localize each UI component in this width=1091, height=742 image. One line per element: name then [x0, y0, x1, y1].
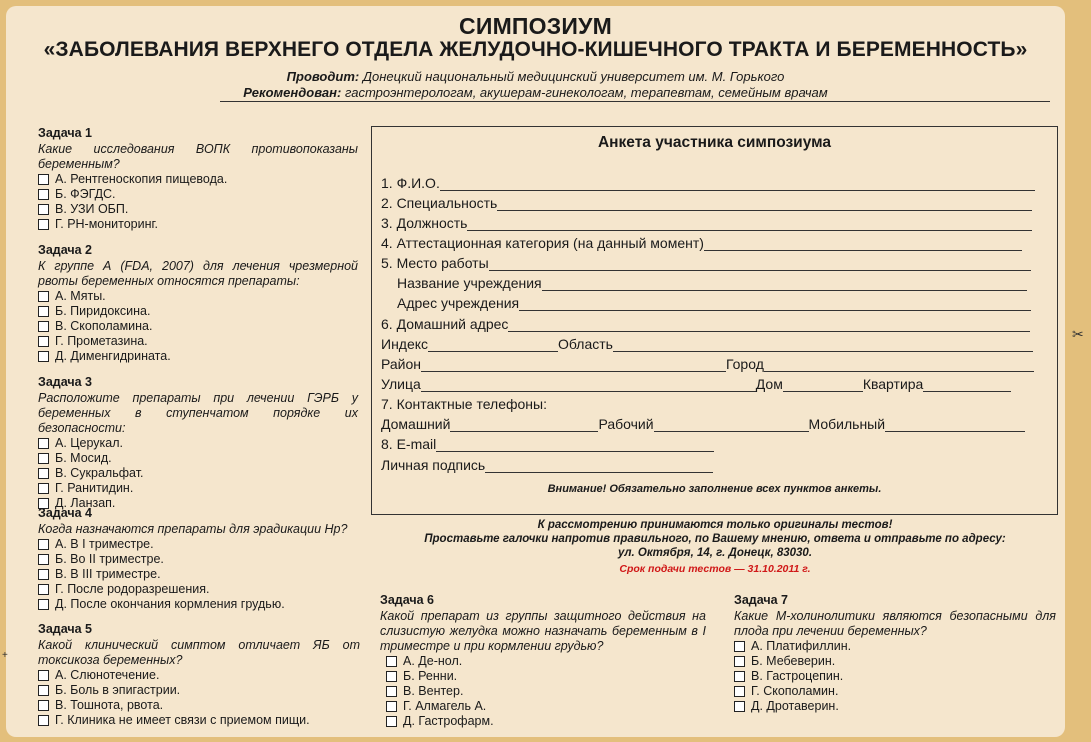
- field-name[interactable]: [381, 173, 1035, 191]
- option-label: А. Де-нол.: [403, 654, 463, 668]
- answer-option[interactable]: [38, 552, 358, 567]
- field-label: Личная подпись: [381, 457, 486, 473]
- notice-line-1: К рассмотрению принимаются только оригиналы тестов!: [537, 519, 893, 531]
- header-divider: [220, 101, 1050, 102]
- checkbox[interactable]: [38, 351, 49, 362]
- answer-option[interactable]: [38, 537, 358, 552]
- task-question: Какие исследования ВОПК противопоказаны беременным?: [38, 142, 358, 171]
- answer-option[interactable]: [38, 202, 358, 217]
- field-label: Индекс: [381, 336, 429, 352]
- option-label: Б. Ренни.: [403, 669, 458, 683]
- answer-option[interactable]: [386, 669, 706, 684]
- answer-option[interactable]: [38, 319, 358, 334]
- checkbox[interactable]: [38, 306, 49, 317]
- fill-line[interactable]: [436, 437, 714, 452]
- option-label: Б. Мосид.: [55, 451, 112, 465]
- field-label: 1. Ф.И.О.: [381, 175, 440, 191]
- fill-line[interactable]: [654, 417, 809, 432]
- checkbox[interactable]: [386, 671, 397, 682]
- checkbox[interactable]: [38, 468, 49, 479]
- checkbox[interactable]: [38, 291, 49, 302]
- field-position[interactable]: [381, 213, 1032, 231]
- field-label: Район: [381, 356, 421, 372]
- answer-option[interactable]: [38, 289, 358, 304]
- option-label: Д. Гастрофарм.: [403, 714, 494, 728]
- field-index-oblast[interactable]: [381, 334, 1033, 352]
- task-question: К группе А (FDA, 2007) для лечения чрезмерной рвоты беременных относятся препараты:: [38, 259, 358, 288]
- checkbox[interactable]: [38, 189, 49, 200]
- field-label: 6. Домашний адрес: [381, 316, 509, 332]
- task-5: [38, 622, 360, 728]
- field-label: 3. Должность: [381, 215, 468, 231]
- field-label: Название учреждения: [397, 275, 542, 291]
- fill-line[interactable]: [450, 417, 598, 432]
- field-institution-address[interactable]: [397, 293, 1031, 311]
- answer-option[interactable]: [386, 714, 706, 729]
- checkbox[interactable]: [38, 539, 49, 550]
- option-label: А. Платифиллин.: [751, 639, 852, 653]
- organizer-line: [0, 69, 1071, 84]
- answer-option[interactable]: [38, 582, 358, 597]
- option-label: Г. После родоразрешения.: [55, 582, 210, 596]
- fill-line[interactable]: [485, 458, 713, 473]
- checkbox[interactable]: [38, 321, 49, 332]
- answer-option[interactable]: [38, 187, 358, 202]
- checkbox[interactable]: [386, 701, 397, 712]
- answer-option[interactable]: [38, 172, 358, 187]
- answer-option[interactable]: [38, 466, 358, 481]
- option-label: Б. ФЭГДС.: [55, 187, 116, 201]
- field-street-house-apt[interactable]: [381, 374, 1011, 392]
- recommended-value: гастроэнтерологам, акушерам-гинекологам, терапевтам, семейным врачам: [344, 85, 828, 100]
- notice-address: ул. Октября, 14, г. Донецк, 83030.: [617, 547, 813, 559]
- participant-survey: [371, 126, 1058, 515]
- field-label: Рабочий: [598, 416, 654, 432]
- checkbox[interactable]: [38, 174, 49, 185]
- answer-option[interactable]: [38, 436, 358, 451]
- fill-line[interactable]: [613, 337, 1033, 352]
- field-email[interactable]: [381, 434, 714, 452]
- option-label: В. Гастроцепин.: [751, 669, 844, 683]
- field-label: 2. Специальность: [381, 195, 498, 211]
- answer-option[interactable]: [38, 217, 358, 232]
- deadline-text: Срок подачи тестов — 31.10.2011 г.: [619, 563, 811, 575]
- option-label: А. Слюнотечение.: [55, 668, 160, 682]
- fill-line[interactable]: [489, 256, 1031, 271]
- survey-note: Внимание! Обязательно заполнение всех пунктов анкеты.: [547, 483, 882, 495]
- option-label: Г. Прометазина.: [55, 334, 148, 348]
- option-label: Г. Скополамин.: [751, 684, 839, 698]
- fill-line[interactable]: [764, 357, 1034, 372]
- checkbox[interactable]: [38, 483, 49, 494]
- checkbox[interactable]: [38, 219, 49, 230]
- answer-option[interactable]: [38, 683, 360, 698]
- cut-mark-icon: +: [2, 650, 8, 661]
- fill-line[interactable]: [467, 216, 1032, 231]
- field-label: Город: [726, 356, 764, 372]
- task-7: [734, 593, 1056, 714]
- symposium-title: СИМПОЗИУМ: [459, 13, 612, 39]
- task-6: [380, 593, 706, 729]
- task-question: Расположите препараты при лечении ГЭРБ у беременных в ступенчатом порядке их безопасности:: [38, 391, 358, 435]
- answer-option[interactable]: [734, 669, 1056, 684]
- answer-option[interactable]: [734, 654, 1056, 669]
- checkbox[interactable]: [734, 671, 745, 682]
- field-label: Область: [558, 336, 613, 352]
- option-label: Г. Клиника не имеет связи с приемом пищи.: [55, 713, 310, 727]
- organizer-value: Донецкий национальный медицинский университет им. М. Горького: [362, 69, 785, 84]
- task-question: Какой клинический симптом отличает ЯБ от токсикоза беременных?: [38, 638, 360, 667]
- field-label: Домашний: [381, 416, 451, 432]
- field-label: Мобильный: [808, 416, 886, 432]
- fill-line[interactable]: [508, 317, 1030, 332]
- fill-line[interactable]: [440, 176, 1035, 191]
- option-label: В. Тошнота, рвота.: [55, 698, 164, 712]
- fill-line[interactable]: [704, 236, 1022, 251]
- fill-line[interactable]: [519, 296, 1031, 311]
- option-label: Г. РН-мониторинг.: [55, 217, 159, 231]
- option-label: А. Мяты.: [55, 289, 106, 303]
- option-label: Г. Ранитидин.: [55, 481, 134, 495]
- field-phones: [381, 394, 547, 412]
- checkbox[interactable]: [38, 204, 49, 215]
- recommended-line: [0, 85, 1071, 100]
- field-label: Адрес учреждения: [397, 295, 520, 311]
- field-phone-numbers[interactable]: [381, 414, 1025, 432]
- field-label: 5. Место работы: [381, 255, 489, 271]
- fill-line[interactable]: [497, 196, 1032, 211]
- fill-line[interactable]: [421, 377, 756, 392]
- field-label: 7. Контактные телефоны:: [381, 396, 547, 412]
- checkbox[interactable]: [386, 716, 397, 727]
- fill-line[interactable]: [542, 276, 1027, 291]
- option-label: А. Церукал.: [55, 436, 124, 450]
- answer-option[interactable]: [386, 684, 706, 699]
- option-label: В. Сукральфат.: [55, 466, 144, 480]
- option-label: В. УЗИ ОБП.: [55, 202, 129, 216]
- option-label: Б. Пиридоксина.: [55, 304, 151, 318]
- task-title: Задача 1: [38, 126, 92, 140]
- task-title: Задача 4: [38, 506, 92, 520]
- option-label: Г. Алмагель А.: [403, 699, 487, 713]
- task-3: [38, 375, 358, 511]
- answer-option[interactable]: [38, 567, 358, 582]
- checkbox[interactable]: [38, 569, 49, 580]
- option-label: Д. Дименгидрината.: [55, 349, 171, 363]
- option-label: А. В I триместре.: [55, 537, 154, 551]
- organizer-label: Проводит:: [286, 69, 360, 84]
- option-label: В. Вентер.: [403, 684, 464, 698]
- answer-option[interactable]: [38, 597, 358, 612]
- survey-title: Анкета участника симпозиума: [597, 134, 832, 151]
- notice-line-2: Проставьте галочки напротив правильного, по Вашему мнению, ответа и отправьте по адресу:: [424, 533, 1006, 545]
- answer-option[interactable]: [38, 334, 358, 349]
- recommended-label: Рекомендован:: [243, 85, 342, 100]
- task-4: [38, 506, 358, 612]
- option-label: В. Скополамина.: [55, 319, 153, 333]
- answer-option[interactable]: [38, 451, 358, 466]
- task-title: Задача 7: [734, 593, 788, 607]
- checkbox[interactable]: [38, 685, 49, 696]
- field-home-address[interactable]: [381, 314, 1030, 332]
- field-workplace[interactable]: [381, 253, 1031, 271]
- checkbox[interactable]: [734, 686, 745, 697]
- field-label: 8. E-mail: [381, 436, 437, 452]
- task-question: Когда назначаются препараты для эрадикации Нр?: [38, 522, 348, 536]
- task-title: Задача 5: [38, 622, 92, 636]
- field-district-city[interactable]: [381, 354, 1034, 372]
- answer-option[interactable]: [734, 639, 1056, 654]
- fill-line[interactable]: [923, 377, 1011, 392]
- option-label: Б. Боль в эпигастрии.: [55, 683, 181, 697]
- answer-option[interactable]: [734, 699, 1056, 714]
- answer-option[interactable]: [38, 349, 358, 364]
- field-label: Дом: [755, 376, 783, 392]
- symposium-subtitle: «ЗАБОЛЕВАНИЯ ВЕРХНЕГО ОТДЕЛА ЖЕЛУДОЧНО-КИШЕЧНОГО ТРАКТА И БЕРЕМЕННОСТЬ»: [43, 38, 1028, 61]
- field-category[interactable]: [381, 233, 1022, 251]
- task-question: Какие М-холинолитики являются безопасными для плода при лечении беременных?: [734, 609, 1056, 638]
- checkbox[interactable]: [38, 599, 49, 610]
- answer-option[interactable]: [734, 684, 1056, 699]
- option-label: Д. Дротаверин.: [751, 699, 839, 713]
- answer-option[interactable]: [38, 481, 358, 496]
- checkbox[interactable]: [734, 656, 745, 667]
- checkbox[interactable]: [38, 670, 49, 681]
- field-label: Квартира: [862, 376, 924, 392]
- checkbox[interactable]: [38, 336, 49, 347]
- fill-line[interactable]: [428, 337, 558, 352]
- fill-line[interactable]: [783, 377, 863, 392]
- field-specialty[interactable]: [381, 193, 1032, 211]
- option-label: Б. Во II триместре.: [55, 552, 164, 566]
- option-label: В. В III триместре.: [55, 567, 161, 581]
- task-question: Какой препарат из группы защитного действия на слизистую желудка можно назначать беременным в I триместре и при кормлении грудью?: [380, 609, 706, 653]
- task-title: Задача 3: [38, 375, 92, 389]
- checkbox[interactable]: [734, 641, 745, 652]
- option-label: А. Рентгеноскопия пищевода.: [55, 172, 228, 186]
- checkbox[interactable]: [734, 701, 745, 712]
- answer-option[interactable]: [38, 668, 360, 683]
- answer-option[interactable]: [38, 698, 360, 713]
- answer-option[interactable]: [386, 699, 706, 714]
- task-1: [38, 126, 358, 232]
- checkbox[interactable]: [38, 438, 49, 449]
- checkbox[interactable]: [386, 686, 397, 697]
- field-label: Улица: [381, 376, 421, 392]
- checkbox[interactable]: [38, 700, 49, 711]
- checkbox[interactable]: [38, 584, 49, 595]
- field-label: 4. Аттестационная категория (на данный момент): [381, 235, 704, 251]
- fill-line[interactable]: [885, 417, 1025, 432]
- task-title: Задача 2: [38, 243, 92, 257]
- checkbox[interactable]: [38, 554, 49, 565]
- field-signature[interactable]: [381, 455, 713, 473]
- scissors-icon: ✂: [1072, 326, 1084, 342]
- option-label: Б. Мебеверин.: [751, 654, 836, 668]
- fill-line[interactable]: [421, 357, 726, 372]
- answer-option[interactable]: [38, 304, 358, 319]
- option-label: Д. Ланзап.: [55, 496, 116, 510]
- task-title: Задача 6: [380, 593, 434, 607]
- task-2: [38, 243, 358, 364]
- checkbox[interactable]: [386, 656, 397, 667]
- field-institution-name[interactable]: [397, 273, 1027, 291]
- option-label: Д. После окончания кормления грудью.: [55, 597, 285, 611]
- answer-option[interactable]: [38, 713, 360, 728]
- checkbox[interactable]: [38, 453, 49, 464]
- answer-option[interactable]: [386, 654, 706, 669]
- checkbox[interactable]: [38, 715, 49, 726]
